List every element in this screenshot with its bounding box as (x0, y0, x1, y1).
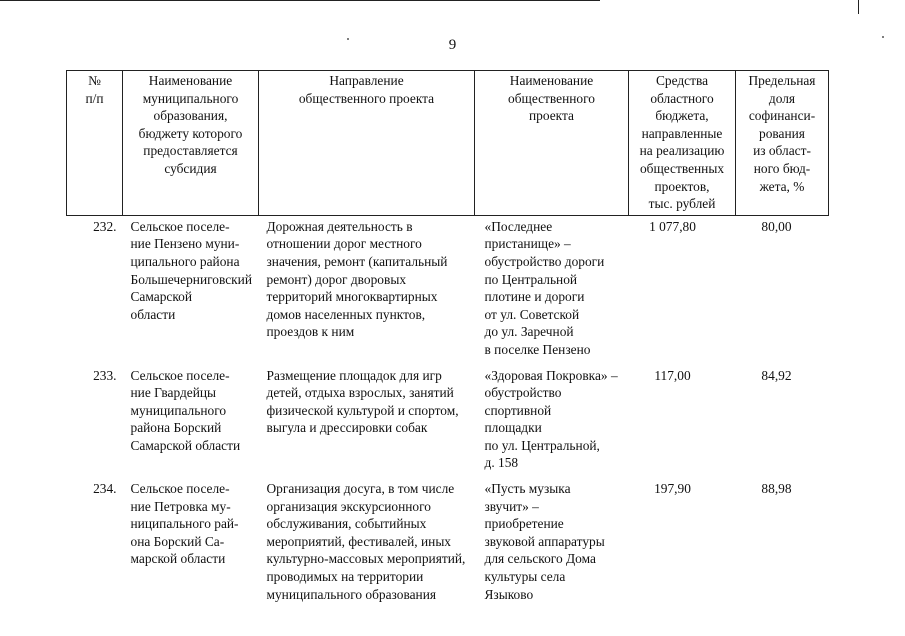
scan-edge-line (0, 0, 600, 1)
row-direction: Дорожная деятельность в отношении дорог местного значения, ремонт (капитальный ремонт) дорог дворовых территорий многоквартирных домов населенных пунктов, проездов к ним (266, 218, 448, 340)
header-num: № п/п (67, 71, 123, 216)
row-funds: 1 077,80 (649, 218, 696, 234)
scan-edge-line-right (858, 0, 859, 14)
row-funds: 117,00 (654, 367, 691, 383)
row-municipality: Сельское поселе- ние Петровка му- ниципального рай- она Борский Са- марской области (130, 481, 239, 567)
row-project-name: «Последнее пристанище» – обустройство дороги по Центральной плотине и дороги от ул. Советской до ул. Заречной в поселке Пензено (484, 218, 605, 357)
row-municipality: Сельское поселе- ние Пензено муни- ципального района Большечерниговский Самарской области (130, 218, 253, 322)
table-row (67, 478, 829, 609)
row-number: 234. (93, 481, 117, 497)
header-project-name: Наименование общественного проекта (475, 71, 629, 216)
row-number: 232. (93, 218, 117, 234)
row-direction: Размещение площадок для игр детей, отдыха взрослых, занятий физической культурой и спортом, выгула и дрессировки собак (266, 367, 459, 436)
header-municipality: Наименование муниципального образования, бюджету которого предоставляется субсидия (123, 71, 259, 216)
row-funds: 197,90 (654, 481, 691, 497)
table-header-row (67, 71, 829, 216)
row-project-name: «Пусть музыка звучит» – приобретение звуковой аппаратуры для сельского Дома культуры села Языково (484, 481, 605, 602)
page-number: 9 (448, 37, 457, 53)
row-municipality: Сельское поселе- ние Гвардейцы муниципального района Борский Самарской области (130, 367, 241, 453)
subsidy-table (66, 70, 829, 609)
row-direction: Организация досуга, в том числе организация экскурсионного обслуживания, событийных мероприятий, фестивалей, иных культурно-массовых мероприятий, проводимых на территории муниципального образования (266, 481, 466, 602)
header-direction: Направление общественного проекта (259, 71, 475, 216)
row-project-name: «Здоровая Покровка» – обустройство спортивной площадки по ул. Центральной, д. 158 (484, 367, 618, 471)
table-row (67, 365, 829, 479)
row-share: 80,00 (761, 218, 792, 234)
table-row (67, 215, 829, 364)
row-number: 233. (93, 367, 117, 383)
header-funds: Средства областного бюджета, направленные на реализацию общественных проектов, тыс. рублей (629, 71, 736, 216)
row-share: 88,98 (761, 481, 792, 497)
row-share: 84,92 (761, 367, 792, 383)
header-share: Предельная доля софинанси- рования из област- ного бюд- жета, % (736, 71, 829, 216)
